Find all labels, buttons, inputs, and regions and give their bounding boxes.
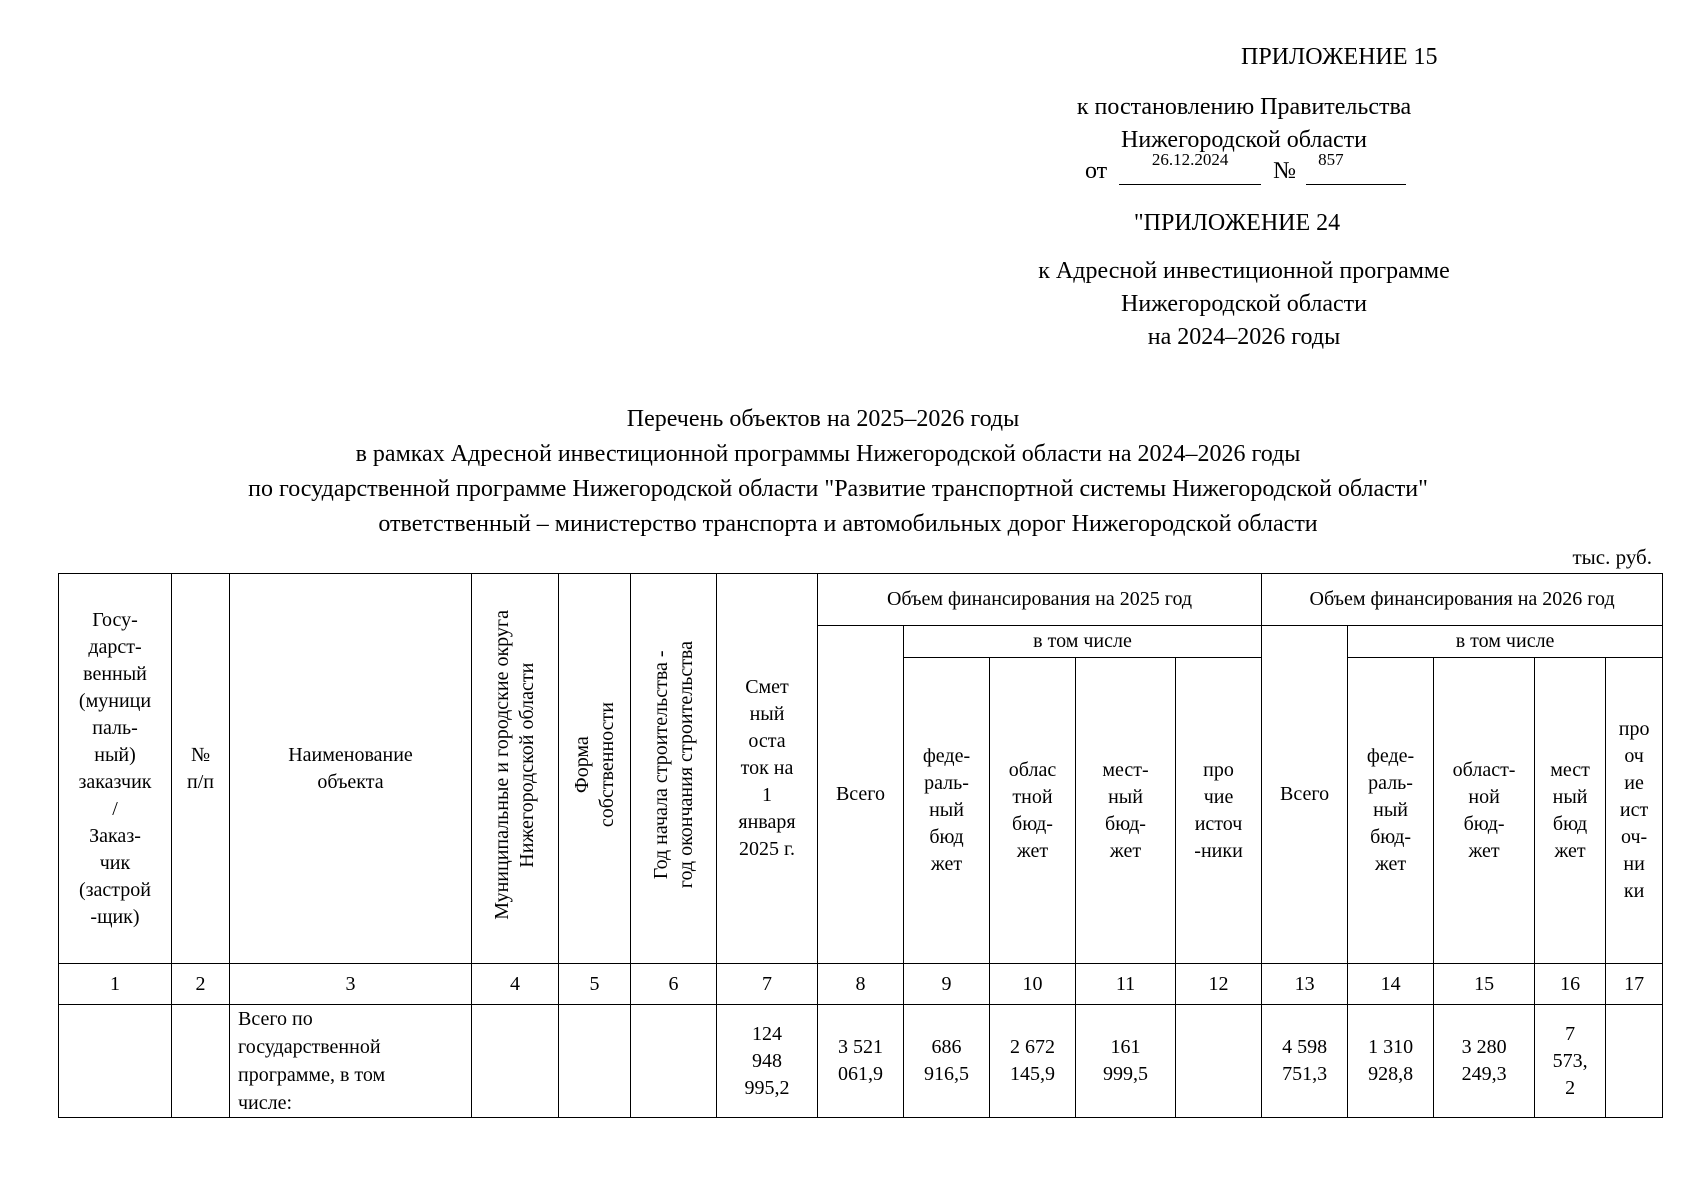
- cell-reg-2025: 2 672 145,9: [990, 1005, 1076, 1118]
- appendix-title: ПРИЛОЖЕНИЕ 15: [1241, 44, 1438, 70]
- col-number: 15: [1434, 964, 1535, 1005]
- resolution-line-1: к постановлению Правительства: [1076, 94, 1412, 120]
- header-oth-2025: про чие источ -ники: [1176, 658, 1262, 964]
- cell-reg-2026: 3 280 249,3: [1434, 1005, 1535, 1118]
- cell-customer: [59, 1005, 172, 1118]
- header-incl-2025: в том числе: [904, 626, 1262, 658]
- number-label: №: [1273, 158, 1297, 184]
- resolution-date-number: [1085, 150, 1406, 185]
- header-districts-text: Муниципальные и городские округа Нижегородской области: [491, 609, 538, 920]
- col-number: 12: [1176, 964, 1262, 1005]
- header-num: № п/п: [172, 574, 230, 964]
- col-number: 10: [990, 964, 1076, 1005]
- col-number: 9: [904, 964, 990, 1005]
- col-number: 6: [631, 964, 717, 1005]
- number-field: [1306, 150, 1406, 185]
- col-number: 1: [59, 964, 172, 1005]
- col-number: 7: [717, 964, 818, 1005]
- cell-object-name: Всего по государственной программе, в том числе:: [230, 1005, 472, 1118]
- cell-oth-2026: [1606, 1005, 1663, 1118]
- date-value: 26.12.2024: [1151, 150, 1229, 169]
- col-number: 8: [818, 964, 904, 1005]
- col-number: 3: [230, 964, 472, 1005]
- col-number: 13: [1262, 964, 1348, 1005]
- header-reg-2025: облас тной бюд- жет: [990, 658, 1076, 964]
- cell-loc-2026: 7 573, 2: [1535, 1005, 1606, 1118]
- header-reg-2026: област- ной бюд- жет: [1434, 658, 1535, 964]
- col-number: 11: [1076, 964, 1176, 1005]
- objects-table: [58, 573, 1663, 1118]
- doc-title-line-2: в рамках Адресной инвестиционной программы Нижегородской области на 2024–2026 годы: [355, 441, 1301, 467]
- cell-districts: [472, 1005, 559, 1118]
- cell-loc-2025: 161 999,5: [1076, 1005, 1176, 1118]
- header-fin-2026: Объем финансирования на 2026 год: [1262, 574, 1663, 626]
- header-ownership: [559, 574, 631, 964]
- col-number: 5: [559, 964, 631, 1005]
- doc-title-line-4: ответственный – министерство транспорта и автомобильных дорог Нижегородской области: [378, 511, 1318, 537]
- doc-title-line-1: Перечень объектов на 2025–2026 годы: [626, 406, 1020, 432]
- header-fed-2025: феде- раль- ный бюд жет: [904, 658, 990, 964]
- cell-estimate: 124 948 995,2: [717, 1005, 818, 1118]
- cell-fed-2026: 1 310 928,8: [1348, 1005, 1434, 1118]
- table-row: [59, 1005, 1663, 1118]
- appendix-24-title: "ПРИЛОЖЕНИЕ 24: [1133, 210, 1341, 236]
- header-loc-2026: мест ный бюд жет: [1535, 658, 1606, 964]
- resolution-line-2: Нижегородской области: [1120, 127, 1368, 153]
- header-total-2026: Всего: [1262, 626, 1348, 964]
- cell-total-2026: 4 598 751,3: [1262, 1005, 1348, 1118]
- program-line-1: к Адресной инвестиционной программе: [1038, 258, 1450, 284]
- header-ownership-text: Форма собственности: [570, 701, 618, 828]
- col-number: 4: [472, 964, 559, 1005]
- program-line-2: Нижегородской области: [1120, 291, 1368, 317]
- header-incl-2026: в том числе: [1348, 626, 1663, 658]
- date-field: [1119, 150, 1261, 185]
- cell-oth-2025: [1176, 1005, 1262, 1118]
- units-label: тыс. руб.: [1572, 545, 1652, 569]
- col-number: 16: [1535, 964, 1606, 1005]
- header-fed-2026: феде- раль- ный бюд- жет: [1348, 658, 1434, 964]
- header-loc-2025: мест- ный бюд- жет: [1076, 658, 1176, 964]
- number-value: 857: [1318, 150, 1344, 169]
- cell-fed-2025: 686 916,5: [904, 1005, 990, 1118]
- program-line-3: на 2024–2026 годы: [1147, 324, 1341, 350]
- header-years-text: Год начала строительства - год окончания строительства: [649, 640, 697, 889]
- header-total-2025: Всего: [818, 626, 904, 964]
- col-number: 2: [172, 964, 230, 1005]
- cell-ownership: [559, 1005, 631, 1118]
- header-districts: [472, 574, 559, 964]
- doc-title-line-3: по государственной программе Нижегородской области "Развитие транспортной системы Нижегородской области": [248, 476, 1428, 502]
- header-estimate: Смет ный оста ток на 1 января 2025 г.: [717, 574, 818, 964]
- header-object-name: Наименование объекта: [230, 574, 472, 964]
- cell-num: [172, 1005, 230, 1118]
- from-label: от: [1085, 158, 1108, 184]
- header-fin-2025: Объем финансирования на 2025 год: [818, 574, 1262, 626]
- cell-total-2025: 3 521 061,9: [818, 1005, 904, 1118]
- col-number: 14: [1348, 964, 1434, 1005]
- header-years: [631, 574, 717, 964]
- col-number: 17: [1606, 964, 1663, 1005]
- cell-years: [631, 1005, 717, 1118]
- header-customer: Госу- дарст- венный (муници паль- ный) заказчик / Заказ- чик (застрой -щик): [59, 574, 172, 964]
- header-oth-2026: про оч ие ист оч- ни ки: [1606, 658, 1663, 964]
